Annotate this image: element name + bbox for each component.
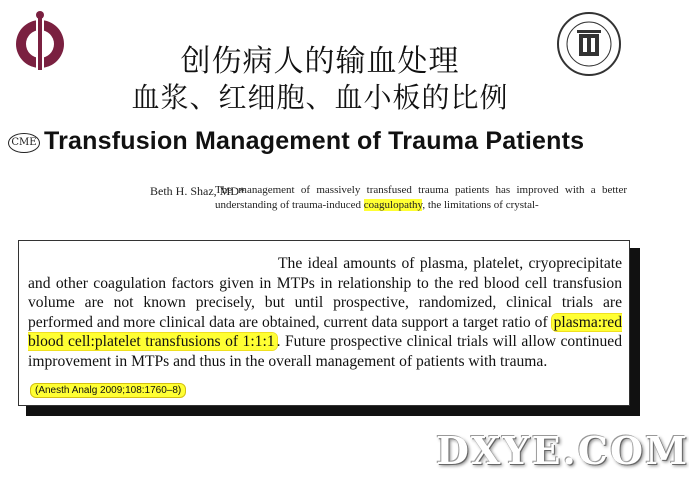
cme-badge: CME xyxy=(8,133,40,153)
article-abstract-excerpt xyxy=(215,183,627,213)
quote-text-part1: The ideal amounts of plasma, platelet, cryoprecipitate and other coagulation factors given in MTPs in relationship to the red blood cell transfusion volume are not known precisely, but until prospective, randomized, clinical trials are performed and more clinical data are obtained, current data support a target ratio of xyxy=(28,255,622,331)
quote-highlight-ratio: plasma:red blood cell:platelet transfusions of 1:1:1 xyxy=(28,313,622,351)
article-title: Transfusion Management of Trauma Patients xyxy=(44,127,585,155)
citation: (Anesth Analg 2009;108:1760–8) xyxy=(30,383,186,398)
quote-text-part2: . Future prospective clinical trials will allow continued improvement in MTPs and thus in the overall management of patients with trauma. xyxy=(28,333,622,370)
abstract-highlight: coagulopathy xyxy=(363,199,423,211)
slide-title-line1: 创伤病人的输血处理 xyxy=(180,44,460,79)
quote-text xyxy=(28,254,622,372)
abstract-text-part1: The management of massively transfused trauma patients has improved with a better understanding of trauma-induced xyxy=(215,184,627,211)
watermark: DXYE.COM xyxy=(436,428,689,473)
abstract-text-part2: , the limitations of crystal- xyxy=(422,199,539,211)
slide-title-line2: 血浆、红细胞、血小板的比例 xyxy=(131,81,509,114)
article-author: Beth H. Shaz, MD* xyxy=(150,184,245,198)
